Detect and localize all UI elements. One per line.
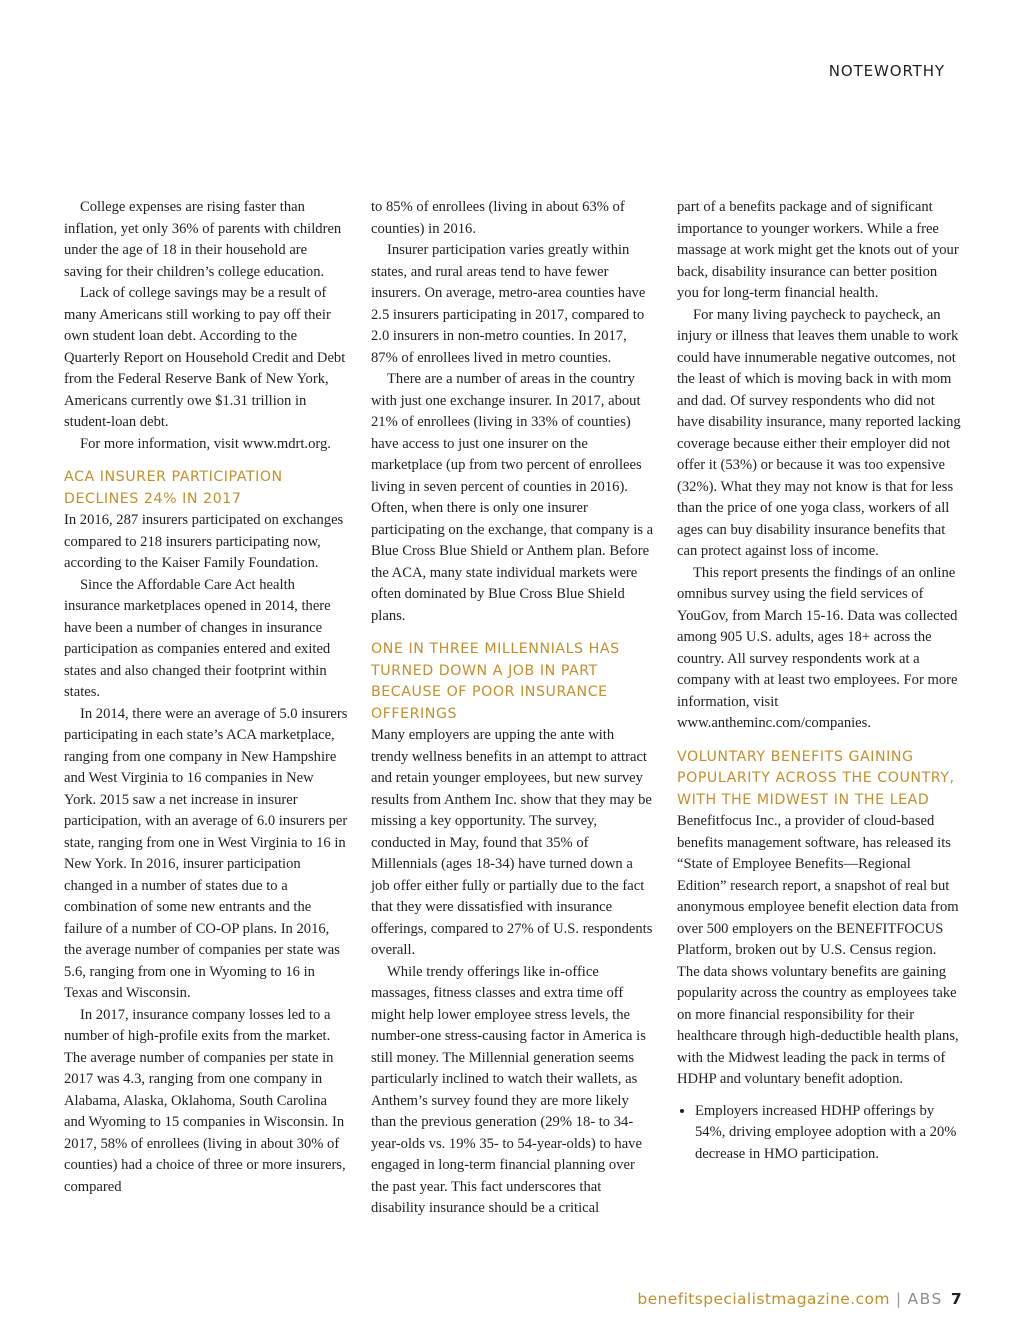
paragraph: College expenses are rising faster than inflation, yet only 36% of parents with children under the age of 18 in their household are saving for their children’s college education. [64,199,342,280]
column-3 [677,197,961,1165]
paragraph: Lack of college savings may be a result of many Americans still working to pay off their own student loan debt. According to the Quarterly Report on Household Credit and Debt from the Federal Reserve Bank of New York, Americans currently owe $1.31 trillion in student-loan debt. [64,285,346,430]
bullet-item: • Employers increased HDHP offerings by 54%, driving employee adoption with a 20% decrease in HMO participation. [695,1101,961,1166]
page-number: 7 [950,1290,962,1308]
bullet-list [677,1101,961,1166]
magazine-name: ABS [907,1290,943,1308]
paragraph: Since the Affordable Care Act health insurance marketplaces opened in 2014, there have been a number of changes in insurance participation as companies entered and exited states and also changed their footprint within states. [64,576,331,700]
column-1 [64,197,348,1198]
paragraph: Many employers are upping the ante with trendy wellness benefits in an attempt to attract and retain younger employees, but new survey results from Anthem Inc. show that they may be missing a key opportunity. The survey, conducted in May, found that 35% of Millennials (ages 18-34) have turned down a job offer either fully or partially due to the fact that they were dissatisfied with insurance offerings, compared to 27% of U.S. respondents overall. [371,727,653,958]
paragraph: This report presents the findings of an online omnibus survey using the field services of YouGov, from March 15-16. Data was collected among 905 U.S. adults, ages 18+ across the country. All survey respondents work at a company with at least two employees. For more information, visit www.antheminc.com/companies. [677,564,958,731]
section-heading-millennials: ONE IN THREE MILLENNIALS HAS TURNED DOWN A JOB IN PART BECAUSE OF POOR INSURANCE OFFERINGS [371,641,620,722]
section-heading-aca: ACA INSURER PARTICIPATION DECLINES 24% IN 2017 [64,469,283,507]
paragraph: to 85% of enrollees (living in about 63% of counties) in 2016. [371,199,625,237]
paragraph: In 2014, there were an average of 5.0 insurers participating in each state’s ACA marketplace, ranging from one company in New Hampshire and West Virginia to 16 companies in New York. 2015 saw a net increase in insurer participation, with an average of 6.0 insurers per state, ranging from one in West Virginia to 16 in New York. In 2016, insurer participation changed in a number of states due to a combination of some new entrants and the failure of a number of CO-OP plans. In 2016, the average number of companies per state was 5.6, ranging from one in Wyoming to 16 in Texas and Wisconsin. [64,705,348,1001]
column-2 [371,197,655,1220]
paragraph: While trendy offerings like in-office massages, fitness classes and extra time off might help lower employee stress levels, the number-one stress-causing factor in America is still money. The Millennial generation seems particularly inclined to watch their wallets, as Anthem’s survey found they are more likely than the previous generation (29% 18- to 34-year-olds vs. 19% 35- to 54-year-olds) to have engaged in long-term financial planning over the past year. This fact underscores that disability insurance should be a critical [371,963,646,1216]
footer-separator: | [895,1290,902,1308]
section-heading-voluntary: VOLUNTARY BENEFITS GAINING POPULARITY ACROSS THE COUNTRY, WITH THE MIDWEST IN THE LEAD [677,748,955,808]
section-label: NOTEWORTHY [828,62,945,80]
website-url: benefitspecialistmagazine.com [637,1290,890,1308]
paragraph: Insurer participation varies greatly within states, and rural areas tend to have fewer insurers. On average, metro-area counties have 2.5 insurers participating in 2017, compared to 2.0 insurers in non-metro counties. In 2017, 87% of enrollees lived in metro counties. [371,242,646,366]
paragraph: In 2017, insurance company losses led to a number of high-profile exits from the market. The average number of companies per state in 2017 was 4.3, ranging from one company in Alabama, Alaska, Oklahoma, South Carolina and Wyoming to 15 companies in Wisconsin. In 2017, 58% of enrollees (living in about 30% of counties) had a choice of three or more insurers, compared [64,1006,346,1195]
paragraph: part of a benefits package and of significant importance to younger workers. While a free massage at work might get the knots out of your back, disability insurance can better position you for long-term financial health. [677,199,959,301]
paragraph: In 2016, 287 insurers participated on exchanges compared to 218 insurers participating now, according to the Kaiser Family Foundation. [64,512,344,571]
page-footer [637,1290,962,1308]
paragraph: There are a number of areas in the country with just one exchange insurer. In 2017, about 21% of enrollees (living in 33% of counties) have access to just one insurer on the marketplace (up from two percent of enrollees living in seven percent of counties in 2016). Often, when there is only one insurer participating on the exchange, that company is a Blue Cross Blue Shield or Anthem plan. Before the ACA, many state individual markets were often dominated by Blue Cross Blue Shield plans. [371,371,654,624]
paragraph: For more information, visit www.mdrt.org. [80,435,331,452]
paragraph: Benefitfocus Inc., a provider of cloud-based benefits management software, has released its “State of Employee Benefits—Regional Edition” research report, a snapshot of real but anonymous employee benefit election data from over 500 employers on the BENEFITFOCUS Platform, broken out by U.S. Census region. The data shows voluntary benefits are gaining popularity across the country as employees take on more financial responsibility for their healthcare through high-deductible health plans, with the Midwest leading the pack in terms of HDHP and voluntary benefit adoption. [677,813,959,1087]
paragraph: For many living paycheck to paycheck, an injury or illness that leaves them unable to work could have innumerable negative outcomes, not the least of which is moving back in with mom and dad. Of survey respondents who did not have disability insurance, many reported lacking coverage because either their employer did not offer it (53%) or because it was too expensive (32%). What they may not know is that for less than the price of one yoga class, workers of all ages can buy disability insurance benefits that can protect against loss of income. [677,306,961,559]
